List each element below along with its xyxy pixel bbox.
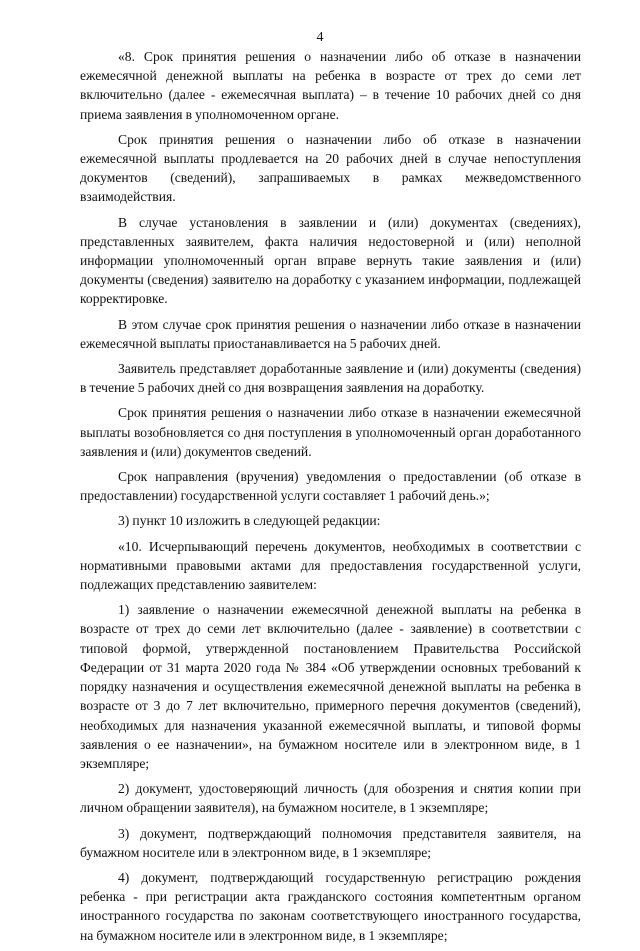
paragraph-return-for-revision: В случае установления в заявлении и (или) документах (сведениях), представленных заявителем, факта наличия недостоверной и (или) неполной информации уполномоченный орган вправе вернуть такие заявления и (или) документы (сведения) заявителю на доработку с указанием информации, подлежащей корректировке.	[80, 214, 581, 307]
paragraph-term-decision: «8. Срок принятия решения о назначении либо об отказе в назначении ежемесячной денежной выплаты на ребенка в возрасте от трех до семи лет включительно (далее - ежемесячная выплата) – в течение 10 рабочих дней со дня приема заявления в уполномоченном органе.	[80, 49, 581, 122]
paragraph-term-extension: Срок принятия решения о назначении либо об отказе в назначении ежемесячной выплаты продлевается на 20 рабочих дней в случае непоступления документов (сведений), запрашиваемых в рамках межведомственного взаимодействия.	[80, 131, 581, 205]
document-body	[80, 47, 581, 951]
list-item-representative-authority: 3) документ, подтверждающий полномочия представителя заявителя, на бумажном носителе или в электронном виде, в 1 экземпляре;	[80, 825, 581, 860]
list-item-application: 1) заявление о назначении ежемесячной денежной выплаты на ребенка в возрасте от трех до семи лет включительно (далее - заявление) в соответствии с типовой формой, утвержденной постановлением Правительства Российской Федерации от 31 марта 2020 года № 384 «Об утверждении основных требований к порядку назначения и осуществления ежемесячной денежной выплаты на ребенка в возрасте от 3 до 7 лет включительно, примерного перечня документов (сведений), необходимых для назначения указанной ежемесячной выплаты, и типовой формы заявления о ее назначении», на бумажном носителе или в электронном виде, в 1 экземпляре;	[80, 602, 581, 771]
paragraph-resumption: Срок принятия решения о назначении либо отказе в назначении ежемесячной выплаты возобновляется со дня поступления в уполномоченный орган доработанного заявления и (или) документов сведений.	[80, 405, 581, 459]
list-item-identity-document: 2) документ, удостоверяющий личность (для обозрения и снятия копии при личном обращении заявителя), на бумажном носителе, в 1 экземпляре;	[80, 781, 581, 816]
paragraph-revised-submission: Заявитель представляет доработанные заявление и (или) документы (сведения) в течение 5 рабочих дней со дня возвращения заявления на доработку.	[80, 361, 581, 396]
page-number: 4	[316, 30, 324, 45]
paragraph-suspension: В этом случае срок принятия решения о назначении либо отказе в назначении ежемесячной выплаты приостанавливается на 5 рабочих дней.	[80, 316, 581, 351]
paragraph-notification-term: Срок направления (вручения) уведомления о предоставлении (об отказе в предоставлении) государственной услуги составляет 1 рабочий день.»;	[80, 469, 581, 504]
paragraph-item-10-intro: «10. Исчерпывающий перечень документов, необходимых в соответствии с нормативными правовыми актами для предоставления государственной услуги, подлежащих представлению заявителем:	[80, 538, 581, 593]
list-item-birth-registration: 4) документ, подтверждающий государственную регистрацию рождения ребенка - при регистрации акта гражданского состояния компетентным органом иностранного государства по законам соответствующего иностранного государства, на бумажном носителе или в электронном виде, в 1 экземпляре;	[80, 869, 581, 943]
paragraph-item-10-heading: 3) пункт 10 изложить в следующей редакции:	[118, 513, 381, 529]
